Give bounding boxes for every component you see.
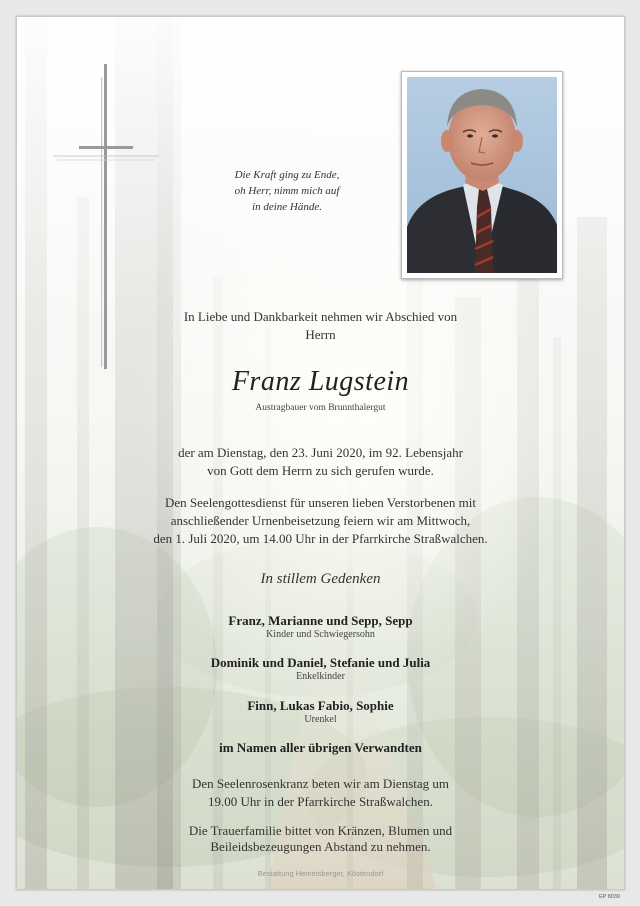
- portrait-image: [407, 77, 557, 273]
- service-line: den 1. Juli 2020, um 14.00 Uhr in der Pfarrkirche Straßwalchen.: [153, 531, 488, 546]
- family-group-grandchildren: [17, 655, 624, 683]
- service-notice: [17, 494, 624, 548]
- death-notice: [17, 444, 624, 480]
- death-line: von Gott dem Herrn zu sich gerufen wurde.: [207, 463, 434, 478]
- rosary-line: 19.00 Uhr in der Pfarrkirche Straßwalchen.: [208, 794, 433, 809]
- death-line: der am Dienstag, den 23. Juni 2020, im 92. Lebensjahr: [178, 445, 463, 460]
- family-relation: Urenkel: [304, 714, 337, 725]
- obituary-card: [16, 16, 625, 890]
- portrait-photo: [401, 71, 563, 279]
- quote-line: Die Kraft ging zu Ende,: [234, 169, 340, 181]
- quote-line: in deine Hände.: [252, 201, 322, 213]
- quote-line: oh Herr, nimm mich auf: [234, 185, 340, 197]
- deceased-name: Franz Lugstein: [231, 366, 410, 397]
- intro-line: In Liebe und Dankbarkeit nehmen wir Abschied von: [183, 309, 458, 324]
- funeral-home-credit: Bestattung Hemetsberger, Köstendorf: [257, 869, 384, 878]
- family-names: Dominik und Daniel, Stefanie und Julia: [210, 655, 431, 670]
- service-line: Den Seelengottesdienst für unseren lieben Verstorbenen mit: [165, 495, 476, 510]
- deceased-subtitle: Austragbauer vom Brunnthalergut: [255, 403, 386, 413]
- rosary-line: Den Seelenrosenkranz beten wir am Dienstag um: [191, 776, 450, 791]
- family-relation: Kinder und Schwiegersohn: [266, 629, 375, 640]
- relatives-line: im Namen aller übrigen Verwandten: [219, 740, 422, 755]
- family-group-children: [17, 613, 624, 641]
- document-code: EP 8039: [598, 894, 620, 900]
- intro-line: Herrn: [305, 327, 336, 342]
- rosary-notice: [17, 775, 624, 811]
- family-group-great-grandchildren: [17, 698, 624, 726]
- family-names: Franz, Marianne und Sepp, Sepp: [228, 613, 413, 628]
- quote-block: [207, 167, 367, 215]
- request-line: Die Trauerfamilie bittet von Kränzen, Blumen und: [188, 823, 453, 838]
- intro-text: [17, 308, 624, 344]
- service-line: anschließender Urnenbeisetzung feiern wir am Mittwoch,: [170, 513, 471, 528]
- request-line: Beileidsbezeugungen Abstand zu nehmen.: [210, 839, 431, 854]
- family-relation: Enkelkinder: [296, 671, 345, 682]
- family-names: Finn, Lukas Fabio, Sophie: [247, 698, 394, 713]
- request-notice: [17, 823, 624, 855]
- memory-heading: In stillem Gedenken: [260, 571, 381, 587]
